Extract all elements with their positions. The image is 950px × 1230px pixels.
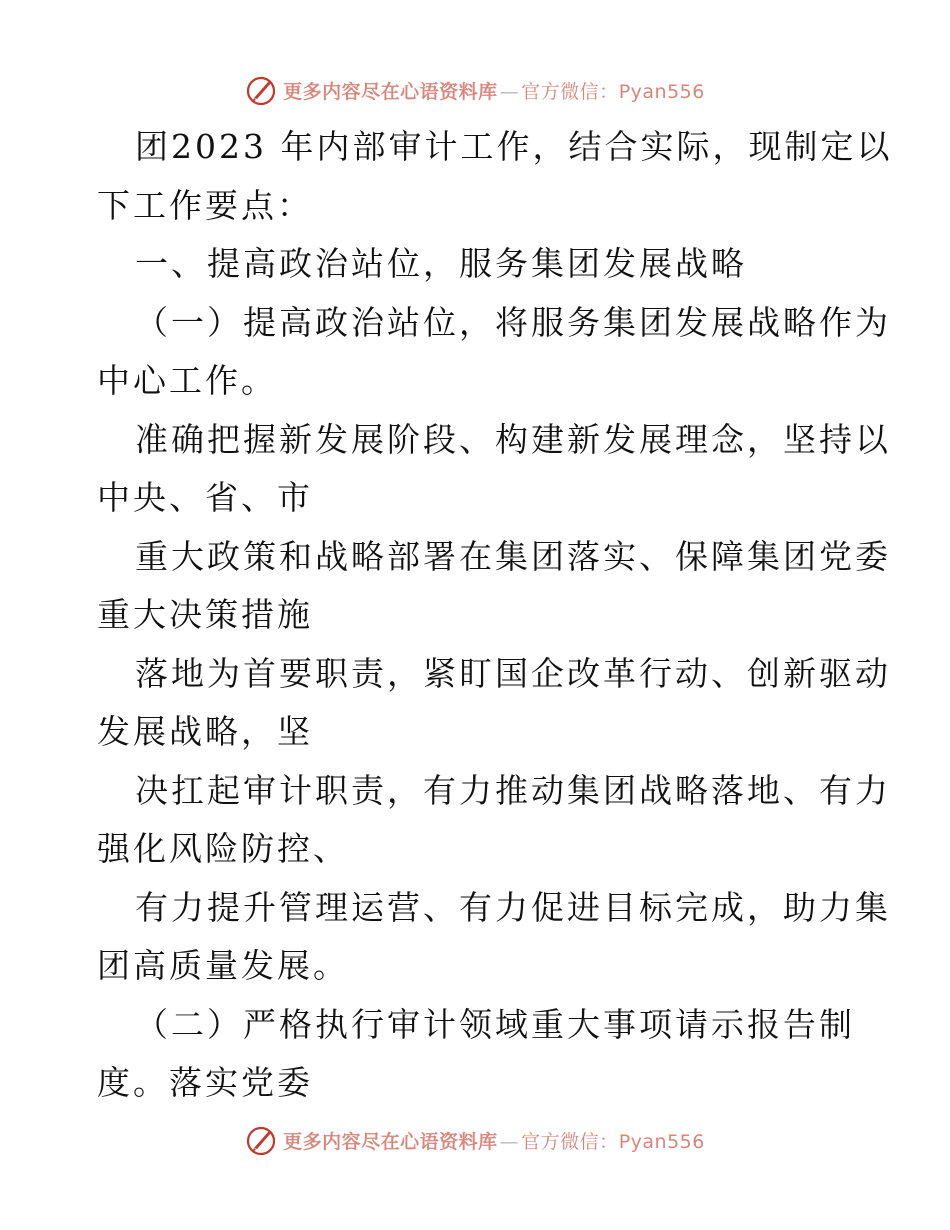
text-line: 重大政策和战略部署在集团落实、保障集团党委 — [135, 536, 891, 576]
banner-contact-label: 官方微信： — [521, 1130, 619, 1153]
banner-title: 更多内容尽在心语资料库 — [283, 80, 498, 103]
subsection-heading: （一）提高政治站位，将服务集团发展战略作为 — [135, 302, 891, 342]
text-line: 团高质量发展。 — [97, 946, 349, 985]
banner-separator: — — [499, 80, 520, 103]
text-line: 团2023 年内部审计工作，结合实际，现制定以 — [135, 127, 893, 166]
section-heading: 一、提高政治站位，服务集团发展战略 — [135, 244, 747, 283]
text-line: 准确把握新发展阶段、构建新发展理念，坚持以 — [135, 419, 891, 459]
text-line: 有力提升管理运营、有力促进目标完成，助力集 — [135, 887, 891, 927]
text-line: 发展战略，坚 — [97, 712, 313, 751]
header-banner — [0, 70, 950, 110]
quill-logo-icon — [245, 74, 277, 106]
document-body — [97, 118, 893, 1113]
quill-logo-icon — [245, 1124, 277, 1156]
text-line: 强化风险防控、 — [97, 829, 349, 868]
banner-contact-id: Pyan556 — [618, 1130, 705, 1153]
text-line: 度。落实党委 — [97, 1063, 313, 1102]
banner-title: 更多内容尽在心语资料库 — [283, 1130, 498, 1153]
banner-contact-id: Pyan556 — [618, 80, 705, 103]
text-line: 下工作要点： — [97, 185, 313, 225]
banner-separator: — — [499, 1130, 520, 1153]
text-line: 重大决策措施 — [97, 595, 313, 634]
subsection-heading: （二）严格执行审计领域重大事项请示报告制 — [135, 1004, 855, 1044]
banner-contact-label: 官方微信： — [521, 80, 619, 103]
text-line: 落地为首要职责，紧盯国企改革行动、创新驱动 — [135, 653, 891, 693]
text-line: 中央、省、市 — [97, 478, 313, 517]
text-line: 决扛起审计职责，有力推动集团战略落地、有力 — [135, 770, 891, 810]
footer-banner — [0, 1120, 950, 1160]
text-line: 中心工作。 — [97, 361, 277, 400]
